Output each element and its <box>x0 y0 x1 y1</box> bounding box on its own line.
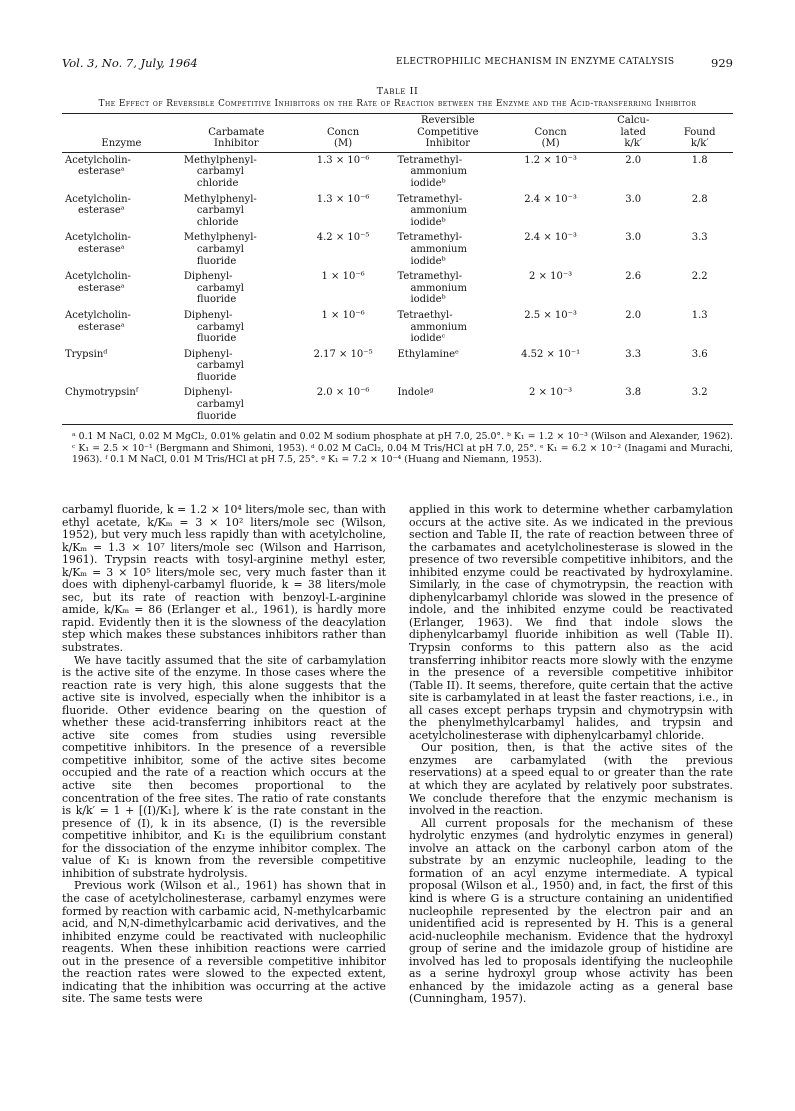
cell-inhibitor-line: Tetraethyl- <box>397 309 453 321</box>
table-row <box>62 385 733 424</box>
cell-calculated: 3.8 <box>625 387 642 399</box>
cell-concn: 1.3 × 10⁻⁶ <box>316 193 370 205</box>
cell-carbamate <box>181 230 292 269</box>
cell-enzyme-line: Acetylcholin- <box>65 309 131 321</box>
cell-enzyme-line: Acetylcholin- <box>65 154 131 166</box>
cell-found: 3.2 <box>691 387 708 399</box>
cell-carbamate <box>181 269 292 308</box>
cell-enzyme-line: esteraseᵃ <box>78 243 125 255</box>
cell-inhibitor-line: Tetramethyl- <box>397 271 463 283</box>
cell-enzyme-line: Acetylcholin- <box>65 193 131 205</box>
table-caption-text: The Effect of Reversible Competitive Inhibitors on the Rate of Reaction between the Enzyme and the Acid-transferring Inhibitor <box>98 99 697 109</box>
cell-inhibitor <box>394 385 501 424</box>
cell-carbamate-line: Diphenyl- <box>183 348 233 360</box>
col-header-calculated <box>600 114 666 153</box>
cell-inhibitor-line: ammonium <box>410 166 467 178</box>
cell-concn-2: 2 × 10⁻³ <box>529 387 573 399</box>
body-paragraph: carbamyl fluoride, k = 1.2 × 10⁴ liters/mole sec, than with ethyl acetate, k/Kₘ = 3 × 10² liters/mole sec (Wilson, 1952), but very much less rapidly than with acetylcholine, k/Kₘ = 1.3 × 10⁷ liters/mole sec (Wilson and Harrison, 1961). Trypsin reacts with tosyl-arginine methyl ester, k/Kₘ = 3 × 10⁵ liters/mole sec, very much faster than it does with diphenyl-carbamyl fluoride, k = 38 liters/mole sec, but its rate of reaction with benzoyl-L-arginine amide, k/Kₘ = 86 (Erlanger et al., 1961), is hardly more rapid. Evidently then it is the slowness of the deacylation step which makes these substances inhibitors rather than substrates. <box>62 503 386 655</box>
cell-carbamate-line: fluoride <box>196 294 237 306</box>
cell-inhibitor-line: ammonium <box>410 205 467 217</box>
cell-concn: 1.3 × 10⁻⁶ <box>316 154 370 166</box>
cell-calculated: 2.6 <box>625 271 642 283</box>
col-header-carbamate <box>181 114 292 153</box>
col-header-concn <box>292 114 395 153</box>
table-body <box>62 152 733 424</box>
col-header-inhibitor <box>394 114 501 153</box>
cell-found: 3.3 <box>691 232 708 244</box>
table-footnotes: ᵃ 0.1 M NaCl, 0.02 M MgCl₂, 0.01% gelatin and 0.02 M sodium phosphate at pH 7.0, 25.0°. ᵇ K₁ = 1.2 × 10⁻³ (Wilson and Alexander, 1962). ᶜ K₁ = 2.5 × 10⁻¹ (Bergmann and Shimoni, 1953). ᵈ 0.02 M CaCl₂, 0.04 M Tris/HCl at pH 7.0, 25°. ᵉ K₁ = 6.2 × 10⁻² (Inagami and Murachi, 1963). ᶠ 0.1 M NaCl, 0.01 M Tris/HCl at pH 7.5, 25°. ᵍ K₁ = 7.2 × 10⁻⁴ (Huang and Niemann, 1953). <box>72 431 733 466</box>
cell-carbamate <box>181 152 292 191</box>
cell-enzyme <box>62 230 181 269</box>
cell-enzyme-line: esteraseᵃ <box>78 321 125 333</box>
col-header-line: (M) <box>541 138 560 150</box>
col-header-concn-2 <box>501 114 600 153</box>
col-header-line: k/k′ <box>624 138 643 150</box>
cell-carbamate <box>181 385 292 424</box>
col-header-line: Reversible <box>421 115 475 126</box>
cell-found: 2.8 <box>691 193 708 205</box>
running-header <box>62 56 733 76</box>
cell-carbamate-line: carbamyl <box>196 360 244 372</box>
cell-carbamate-line: Diphenyl- <box>183 309 233 321</box>
col-header-line: k/k′ <box>690 138 709 150</box>
cell-enzyme <box>62 308 181 347</box>
cell-calculated: 3.0 <box>625 193 642 205</box>
page-number: 929 <box>711 56 733 70</box>
cell-carbamate-line: carbamyl <box>196 399 244 411</box>
col-header-line: Concn <box>326 126 360 138</box>
body-paragraph: Our position, then, is that the active sites of the enzymes are carbamylated (with the previous reservations) at a speed equal to or greater than the rate at which they are acylated by relatively poor substrates. We conclude therefore that the enzymic mechanism is involved in the reaction. <box>409 741 733 818</box>
cell-carbamate-line: chloride <box>196 216 239 228</box>
journal-page <box>62 56 733 1006</box>
cell-inhibitor-line: ammonium <box>410 243 467 255</box>
cell-concn: 1 × 10⁻⁶ <box>321 271 365 283</box>
cell-inhibitor-line: ammonium <box>410 321 467 333</box>
body-paragraph: We have tacitly assumed that the site of carbamylation is the active site of the enzyme. In those cases where the reaction rate is very high, this alone suggests that the active site is involved, especially when the inhibitor is a fluoride. Other evidence bearing on the question of whether these acid-transferring inhibitors react at the active site comes from studies using reversible competitive inhibitors. In the presence of a reversible competitive inhibitor, some of the active sites become occupied and the rate of a reaction which occurs at the active site then becomes proportional to the concentration of the free sites. The ratio of rate constants is k/k′ = 1 + [(I)/K₁], where k′ is the rate constant in the presence of (I), k in its absence, (I) is the reversible competitive inhibitor, and K₁ is the equilibrium constant for the dissociation of the enzyme inhibitor complex. The value of K₁ is known from the reversible competitive inhibition of substrate hydrolysis. <box>62 653 386 880</box>
cell-inhibitor <box>394 152 501 191</box>
col-header-line: (M) <box>334 138 353 150</box>
inhibitor-table <box>62 113 733 425</box>
cell-inhibitor-line: iodideᶜ <box>410 333 446 345</box>
cell-carbamate <box>181 308 292 347</box>
table-row <box>62 230 733 269</box>
cell-inhibitor <box>394 269 501 308</box>
cell-found: 1.3 <box>691 309 708 321</box>
col-header-line: lated <box>620 126 646 138</box>
cell-enzyme-line: Trypsinᵈ <box>65 348 108 360</box>
col-header-line: Inhibitor <box>214 138 259 150</box>
cell-found: 3.6 <box>691 348 708 360</box>
cell-carbamate-line: carbamyl <box>196 243 244 255</box>
cell-carbamate-line: carbamyl <box>196 205 244 217</box>
col-header-line: Inhibitor <box>425 138 471 150</box>
cell-concn-2: 2.4 × 10⁻³ <box>524 232 577 244</box>
cell-carbamate-line: fluoride <box>196 333 237 345</box>
cell-found: 2.2 <box>691 271 708 283</box>
col-header-enzyme <box>62 114 181 153</box>
cell-concn-2: 2 × 10⁻³ <box>529 271 573 283</box>
cell-enzyme-line: Chymotrypsinᶠ <box>65 387 139 399</box>
body-paragraph: applied in this work to determine whether carbamylation occurs at the active site. As we indicated in the previous section and Table II, the rate of reaction between three of the carbamates and acetylcholinesterase is slowed in the presence of two reversible competitive inhibitors, and the inhibited enzyme could be reactivated by hydroxylamine. Similarly, in the case of chymotrypsin, the reaction with diphenylcarbamyl chloride was slowed in the presence of indole, and the inhibited enzyme could be reactivated (Erlanger, 1963). We find that indole slows the diphenylcarbamyl fluoride inhibition as well (Table II). Trypsin conforms to this pattern also as the acid transferring inhibitor reacts more slowly with the enzyme in the presence of a reversible competitive inhibitor (Table II). It seems, therefore, quite certain that the active site is carbamylated in at least the faster reactions, i.e., in all cases except perhaps trypsin and chymotrypsin with the phenylmethylcarbamyl halides, and trypsin and acetylcholinesterase with diphenylcarbamyl chloride. <box>409 503 733 742</box>
cell-carbamate-line: fluoride <box>196 410 237 422</box>
cell-inhibitor <box>394 192 501 231</box>
cell-enzyme-line: Acetylcholin- <box>65 232 131 244</box>
cell-carbamate-line: carbamyl <box>196 321 244 333</box>
cell-carbamate-line: Diphenyl- <box>183 271 233 283</box>
cell-carbamate-line: Diphenyl- <box>183 387 233 399</box>
cell-found: 1.8 <box>691 154 708 166</box>
table-row <box>62 308 733 347</box>
table-label <box>62 86 733 97</box>
journal-volume-info: Vol. 3, No. 7, July, 1964 <box>62 56 198 70</box>
table-row <box>62 192 733 231</box>
col-header-line: Carbamate <box>208 126 265 138</box>
cell-concn-2: 4.52 × 10⁻¹ <box>521 348 581 360</box>
col-header-line: Found <box>683 126 716 138</box>
running-title: ELECTROPHILIC MECHANISM IN ENZYME CATALYSIS <box>396 57 675 67</box>
table-row <box>62 152 733 191</box>
cell-inhibitor-line: Indoleᵍ <box>397 387 434 399</box>
body-paragraph: All current proposals for the mechanism of these hydrolytic enzymes (and hydrolytic enzymes in general) involve an attack on the carbonyl carbon atom of the substrate by an enzymic nucleophile, leading to the formation of an acyl enzyme intermediate. A typical proposal (Wilson et al., 1950) and, in fact, the first of this kind is where G is a structure containing an unidentified nucleophile represented by the electron pair and an unidentified acid is represented by H. This is a general acid-nucleophile mechanism. Evidence that the hydroxyl group of serine and the imidazole group of histidine are involved has led to proposals identifying the nucleophile as a serine hydroxyl group whose activity has been enhanced by the imidazole acting as a general base (Cunningham, 1957). <box>409 816 733 1006</box>
table-header-row <box>62 114 733 153</box>
cell-inhibitor-line: iodideᵇ <box>410 294 446 306</box>
cell-carbamate-line: carbamyl <box>196 166 244 178</box>
left-column <box>62 504 386 1006</box>
cell-enzyme <box>62 269 181 308</box>
cell-enzyme <box>62 385 181 424</box>
cell-inhibitor <box>394 230 501 269</box>
cell-carbamate <box>181 192 292 231</box>
cell-calculated: 2.0 <box>625 309 642 321</box>
col-header-line: Competitive <box>417 126 479 138</box>
cell-carbamate-line: chloride <box>196 177 239 189</box>
table-row <box>62 347 733 386</box>
cell-inhibitor-line: Tetramethyl- <box>397 154 463 166</box>
cell-concn: 2.0 × 10⁻⁶ <box>316 387 370 399</box>
cell-carbamate-line: Methylphenyl- <box>183 193 257 205</box>
cell-inhibitor <box>394 347 501 386</box>
table-row <box>62 269 733 308</box>
cell-inhibitor-line: Tetramethyl- <box>397 193 463 205</box>
cell-inhibitor <box>394 308 501 347</box>
cell-carbamate-line: fluoride <box>196 371 237 383</box>
table-label-text: Table II <box>376 86 419 97</box>
cell-enzyme <box>62 192 181 231</box>
cell-carbamate-line: Methylphenyl- <box>183 154 257 166</box>
cell-inhibitor-line: iodideᵇ <box>410 255 446 267</box>
cell-inhibitor-line: iodideᵇ <box>410 177 446 189</box>
cell-concn-2: 1.2 × 10⁻³ <box>524 154 577 166</box>
cell-inhibitor-line: iodideᵇ <box>410 216 446 228</box>
table-caption <box>62 99 733 110</box>
cell-carbamate <box>181 347 292 386</box>
cell-inhibitor-line: Ethylamineᵉ <box>397 348 459 360</box>
col-header-found <box>666 114 733 153</box>
cell-calculated: 2.0 <box>625 154 642 166</box>
cell-enzyme <box>62 347 181 386</box>
cell-inhibitor-line: ammonium <box>410 282 467 294</box>
col-header-line: Enzyme <box>101 138 142 150</box>
cell-carbamate-line: carbamyl <box>196 282 244 294</box>
cell-concn-2: 2.5 × 10⁻³ <box>524 309 577 321</box>
cell-carbamate-line: Methylphenyl- <box>183 232 257 244</box>
cell-concn-2: 2.4 × 10⁻³ <box>524 193 577 205</box>
cell-concn: 4.2 × 10⁻⁵ <box>316 232 370 244</box>
cell-calculated: 3.3 <box>625 348 642 360</box>
cell-concn: 1 × 10⁻⁶ <box>321 309 365 321</box>
cell-concn: 2.17 × 10⁻⁵ <box>313 348 373 360</box>
cell-enzyme <box>62 152 181 191</box>
col-header-line: Concn <box>534 126 567 138</box>
cell-calculated: 3.0 <box>625 232 642 244</box>
cell-carbamate-line: fluoride <box>196 255 237 267</box>
right-column <box>409 504 733 1006</box>
cell-enzyme-line: esteraseᵃ <box>78 282 125 294</box>
cell-enzyme-line: Acetylcholin- <box>65 271 131 283</box>
cell-enzyme-line: esteraseᵃ <box>78 205 125 217</box>
col-header-line: Calcu- <box>617 115 650 126</box>
cell-enzyme-line: esteraseᵃ <box>78 166 125 178</box>
cell-inhibitor-line: Tetramethyl- <box>397 232 463 244</box>
body-paragraph: Previous work (Wilson et al., 1961) has shown that in the case of acetylcholinesterase, carbamyl enzymes were formed by reaction with carbamic acid, N-methylcarbamic acid, and N,N-dimethylcarbamic acid derivatives, and the inhibited enzyme could be reactivated with nucleophilic reagents. When these inhibition reactions were carried out in the presence of a reversible competitive inhibitor the reaction rates were slowed to the expected extent, indicating that the inhibition was occurring at the active site. The same tests were <box>62 879 386 1006</box>
